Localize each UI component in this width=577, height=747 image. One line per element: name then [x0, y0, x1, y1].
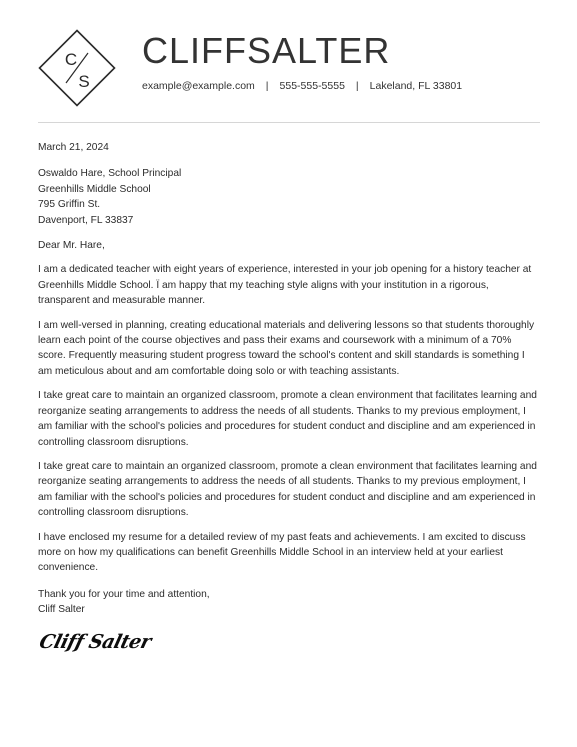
contact-separator: |: [355, 80, 359, 92]
contact-location: Lakeland, FL 33801: [369, 80, 463, 92]
monogram-letter-c: C: [64, 50, 78, 69]
handwritten-signature: Cliff Salter: [37, 631, 154, 653]
recipient-line: Greenhills Middle School: [38, 183, 151, 195]
closing-line: Thank you for your time and attention,: [38, 588, 210, 600]
monogram-logo: [38, 29, 116, 107]
body-paragraph: I am a dedicated teacher with eight years of experience, interested in your job opening for a history teacher at Greenhills Middle School. Ï am happy that my teaching style aligns with your institution in a rigorous, transparent and measurable manner.: [38, 264, 532, 307]
letter-body: [38, 140, 538, 618]
letter-date: March 21, 2024: [38, 142, 109, 153]
recipient-line: 795 Griffin St.: [38, 199, 101, 211]
body-paragraph: I take great care to maintain an organized classroom, promote a clean environment that facilitates learning and reorganize seating arrangements to address the needs of all students. Thanks to my previous employment, I am familiar with the school's policies and procedures for student conduct and discipline and am experienced in controlling classroom disruptions.: [38, 390, 537, 448]
monogram-letter-s: S: [78, 72, 90, 91]
contact-separator: |: [265, 80, 269, 92]
recipient-line: Oswaldo Hare, School Principal: [38, 168, 182, 180]
recipient-line: Davenport, FL 33837: [38, 214, 134, 226]
contact-email: example@example.com: [142, 80, 255, 92]
body-paragraph: I am well-versed in planning, creating educational materials and delivering lessons so that students thoroughly learn each point of the course objectives and pass their exams and coursework with a minimum of a 70% score. Frequently measuring student progress toward the school's content and skill standards is something I am meticulous about and am comfortable doing solo or with teaching assistants.: [38, 319, 535, 377]
salutation: Dear Mr. Hare,: [38, 240, 105, 252]
signoff-name: Cliff Salter: [38, 604, 85, 616]
recipient-address: [38, 166, 538, 228]
monogram-diamond-icon: [38, 29, 116, 107]
header-divider: [38, 122, 540, 123]
contact-phone: 555-555-5555: [279, 80, 345, 92]
body-paragraph: I take great care to maintain an organized classroom, promote a clean environment that facilitates learning and reorganize seating arrangements to address the needs of all students. Thanks to my previous employment, I am familiar with the school's policies and procedures for student conduct and discipline and am experienced in controlling classroom disruptions.: [38, 460, 537, 519]
applicant-name: CLIFFSALTER: [142, 30, 391, 71]
body-paragraph: I have enclosed my resume for a detailed review of my past feats and achievements. I am excited to discuss more on how my qualifications can benefit Greenhills Middle School in an interview held at your earliest convenience.: [38, 531, 526, 574]
contact-info: [142, 80, 462, 92]
